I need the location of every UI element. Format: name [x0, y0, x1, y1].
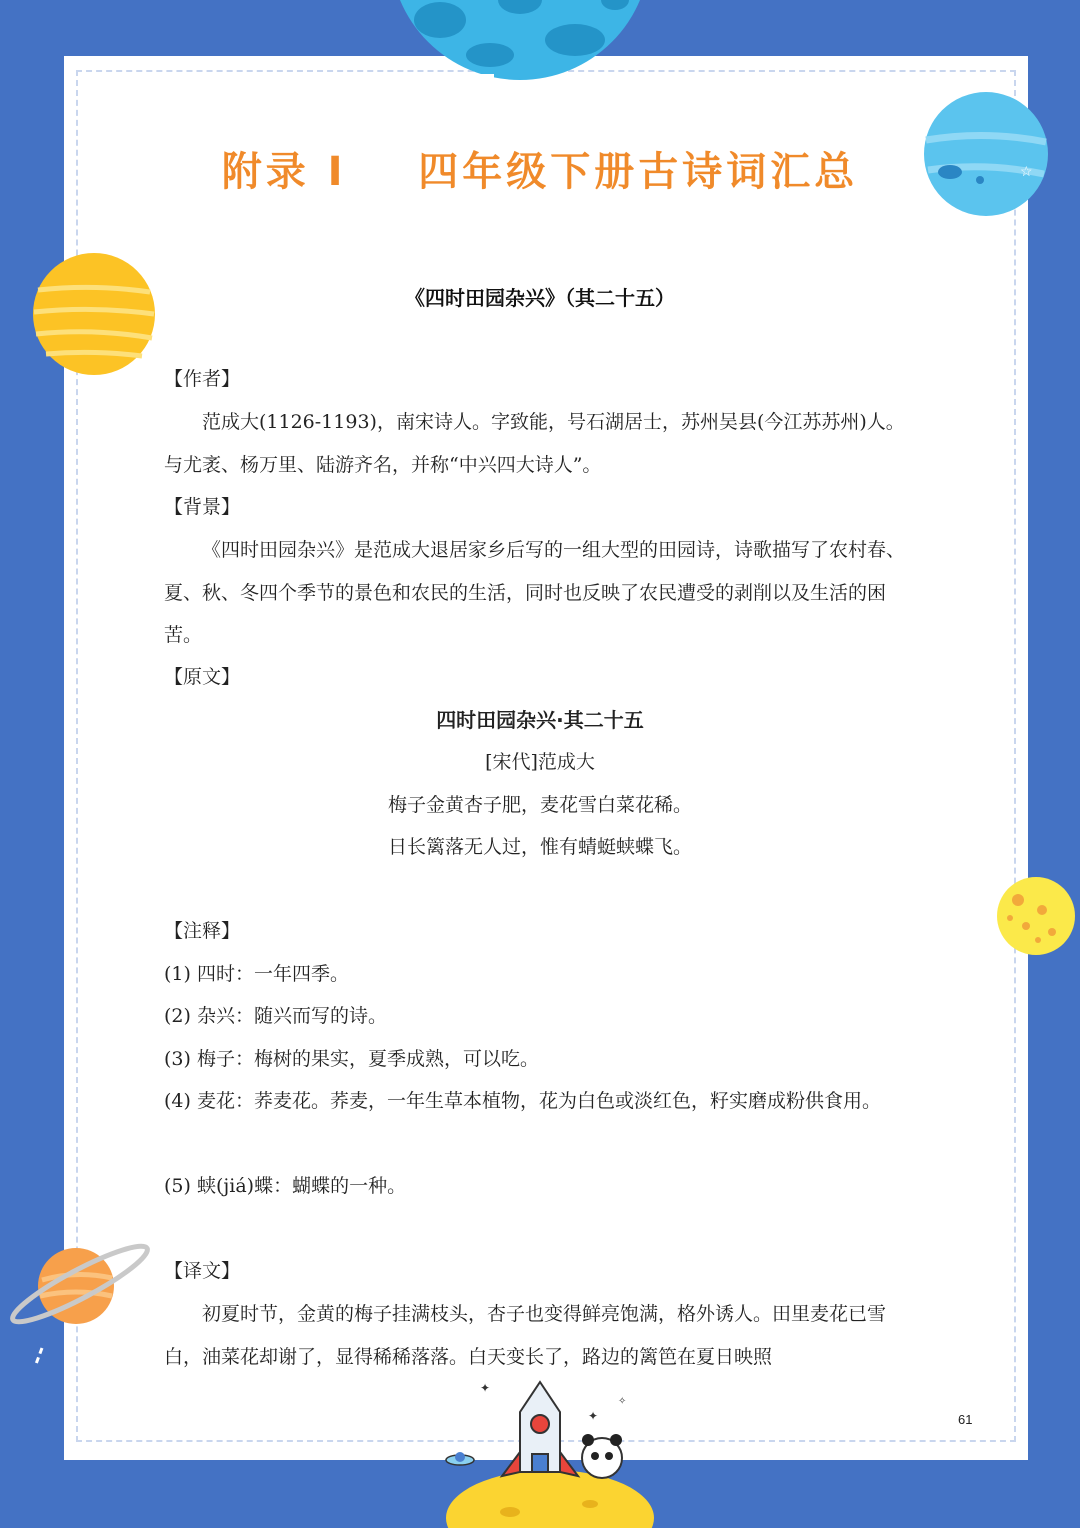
original-label: 【原文】 [164, 666, 241, 688]
rocket-panda-icon [440, 1372, 650, 1528]
poem-heading: 《四时田园杂兴》（其二十五） [405, 286, 675, 310]
svg-text:✧: ✧ [618, 1396, 627, 1407]
page-number: 61 [958, 1412, 973, 1427]
note-item: (4) 麦花：荞麦花。荞麦，一年生草本植物，花为白色或淡红色，籽实磨成粉供食用。 [164, 1090, 881, 1112]
background-label: 【背景】 [164, 496, 241, 518]
svg-text:✦: ✦ [480, 1381, 491, 1395]
saturn-icon [8, 1240, 158, 1370]
background-text: 《四时田园杂兴》是范成大退居家乡后写的一组大型的田园诗，诗歌描写了农村春、夏、秋、冬四个季节的景色和农民的生活，同时也反映了农民遭受的剥削以及生活的困苦。 [164, 539, 906, 646]
poem-line: 梅子金黄杏子肥，麦花雪白菜花稀。 [387, 794, 692, 816]
translation-label: 【译文】 [164, 1260, 241, 1282]
yellow-planet-icon [32, 252, 158, 378]
moon-icon [370, 0, 670, 110]
page-title: 附录 I 四年级下册古诗词汇总 [221, 149, 859, 195]
note-item: (1) 四时：一年四季。 [164, 963, 349, 985]
author-label: 【作者】 [164, 368, 241, 390]
poem-line: 日长篱落无人过，惟有蜻蜓蛱蝶飞。 [387, 836, 692, 858]
author-text: 范成大(1126-1193)，南宋诗人。字致能，号石湖居士，苏州吴县(今江苏苏州)人。与尤袤、杨万里、陆游齐名，并称“中兴四大诗人”。 [164, 411, 905, 476]
poem-author: [宋代]范成大 [485, 751, 595, 773]
svg-text:✦: ✦ [588, 1409, 599, 1423]
small-moon-icon [996, 876, 1076, 956]
svg-text:☆: ☆ [1020, 164, 1033, 180]
poem-title: 四时田园杂兴·其二十五 [436, 708, 644, 732]
translation-text: 初夏时节，金黄的梅子挂满枝头，杏子也变得鲜亮饱满，格外诱人。田里麦花已雪白，油菜花却谢了，显得稀稀落落。白天变长了，路边的篱笆在夏日映照 [164, 1303, 887, 1368]
note-item: (3) 梅子：梅树的果实，夏季成熟，可以吃。 [164, 1048, 539, 1070]
note-item: (5) 蛱(jiá)蝶：蝴蝶的一种。 [164, 1175, 407, 1197]
note-item: (2) 杂兴：随兴而写的诗。 [164, 1005, 387, 1027]
notes-label: 【注释】 [164, 920, 241, 942]
